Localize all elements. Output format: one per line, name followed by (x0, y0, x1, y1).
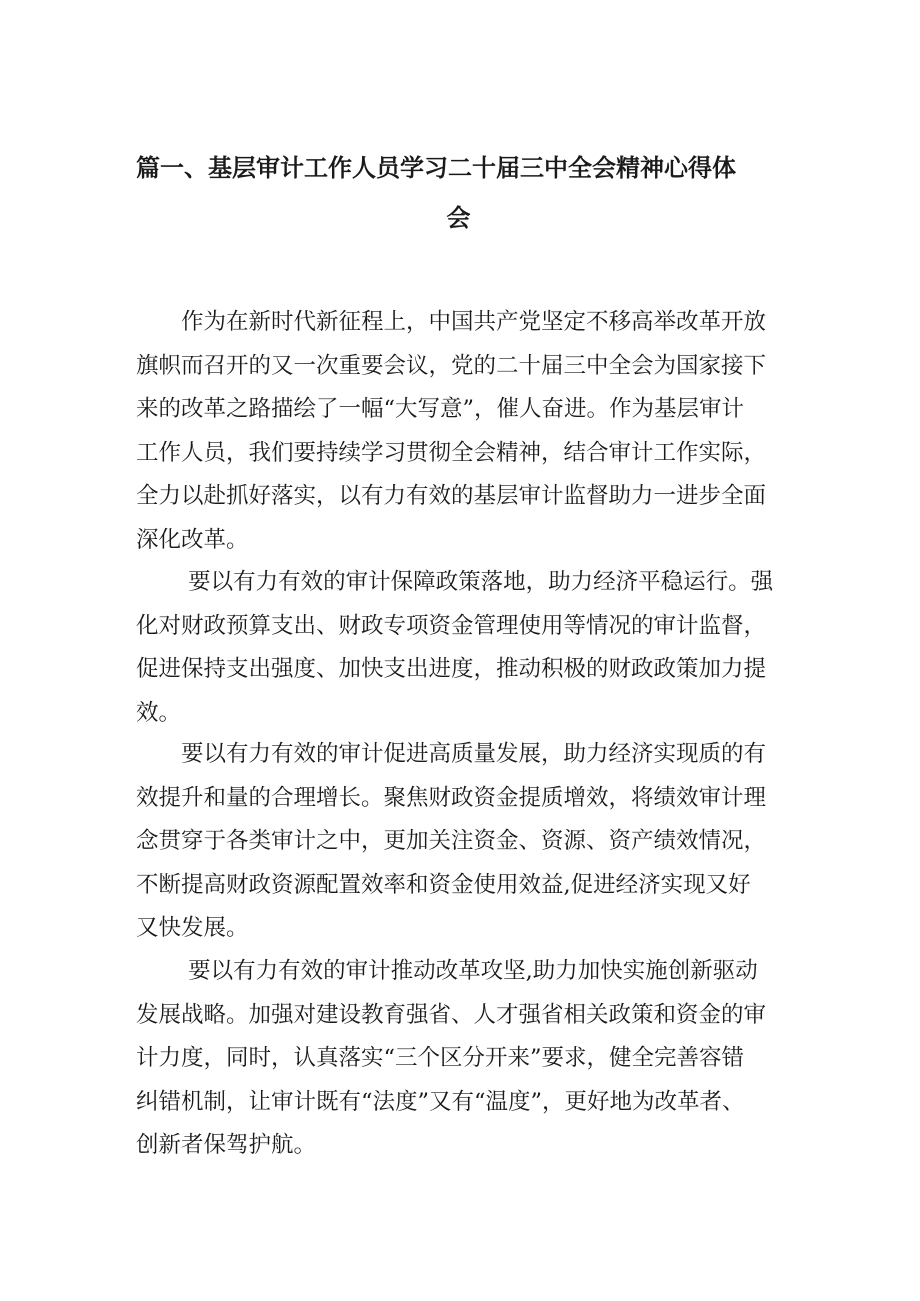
paragraph-line: 创新者保驾护航。 (136, 1132, 317, 1158)
paragraph-line: 效提升和量的合理增长。聚焦财政资金提质增效，将绩效审计理 (136, 784, 767, 811)
paragraph-line: 促进保持支出强度、加快支出进度，推动积极的财政政策加力提 (136, 656, 767, 682)
paragraph-1 (136, 301, 796, 562)
paragraph-line: 作为在新时代新征程上，中国共产党坚定不移高举改革开放 (136, 309, 767, 335)
paragraph-line: 纠错机制，让审计既有“法度”又有“温度”，更好地为改革者、 (136, 1088, 745, 1115)
paragraph-line: 要以有力有效的审计推动改革攻坚,助力加快实施创新驱动 (136, 958, 758, 984)
paragraph-line: 旗帜而召开的又一次重要会议，党的二十届三中全会为国家接下 (136, 352, 767, 379)
paragraph-line: 深化改革。 (136, 526, 249, 553)
paragraph-line: 不断提高财政资源配置效率和资金使用效益,促进经济实现又好 (136, 871, 751, 898)
paragraph-line: 工作人员，我们要持续学习贯彻全会精神，结合审计工作实际， (136, 439, 767, 466)
paragraph-2 (136, 561, 796, 735)
title-line-1: 篇一、基层审计工作人员学习二十届三中全会精神心得体 (136, 154, 736, 182)
paragraph-line: 要以有力有效的审计促进高质量发展，助力经济实现质的有 (136, 741, 767, 767)
paragraph-line: 念贯穿于各类审计之中，更加关注资金、资源、资产绩效情况， (136, 828, 767, 854)
title-line-2: 会 (446, 204, 471, 232)
paragraph-4 (136, 950, 796, 1168)
paragraph-line: 效。 (136, 699, 182, 726)
paragraph-line: 来的改革之路描绘了一幅“大写意”，催人奋进。作为基层审计 (136, 396, 745, 422)
paragraph-line: 计力度，同时，认真落实“三个区分开来”要求，健全完善容错 (136, 1045, 745, 1071)
paragraph-line: 又快发展。 (136, 915, 249, 941)
paragraph-3 (136, 733, 796, 951)
paragraph-line: 化对财政预算支出、财政专项资金管理使用等情况的审计监督， (136, 612, 767, 639)
paragraph-line: 要以有力有效的审计保障政策落地，助力经济平稳运行。强 (136, 569, 774, 595)
paragraph-line: 全力以赴抓好落实，以有力有效的基层审计监督助力一进步全面 (136, 483, 767, 509)
paragraph-line: 发展战略。加强对建设教育强省、人才强省相关政策和资金的审 (136, 1001, 767, 1028)
